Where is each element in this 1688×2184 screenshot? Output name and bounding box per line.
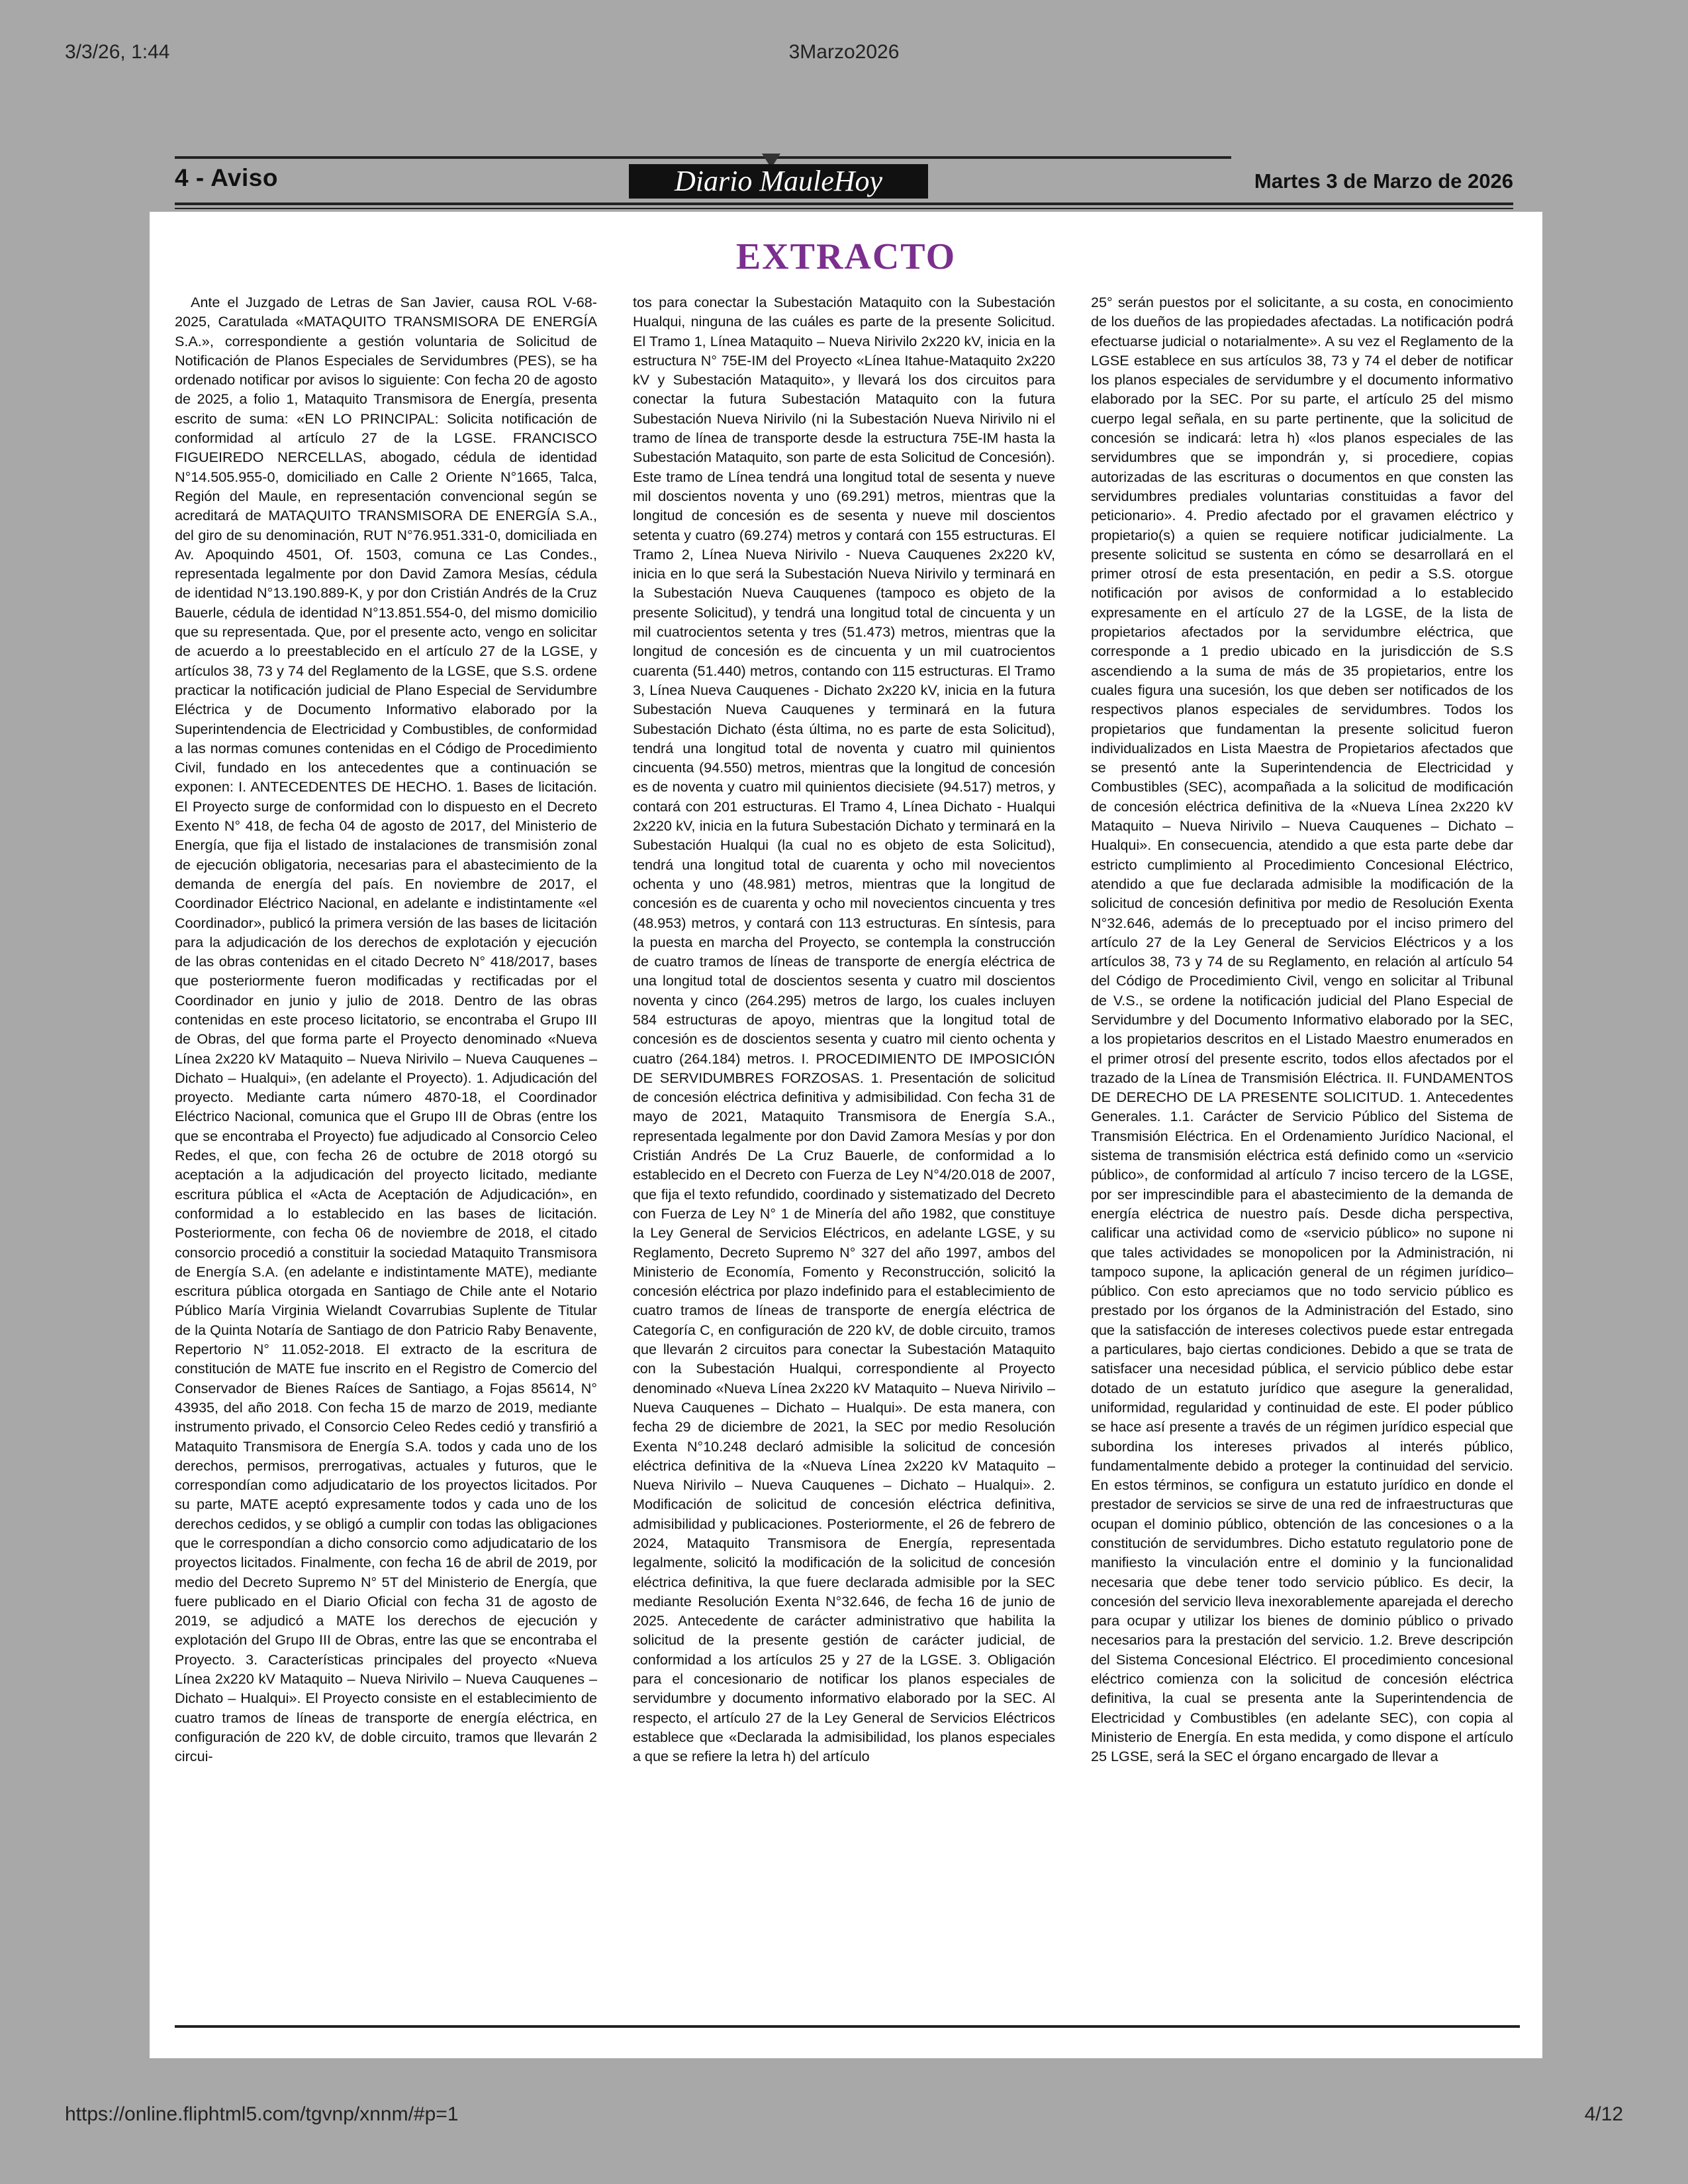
- issue-date: Martes 3 de Marzo de 2026: [1254, 169, 1513, 193]
- masthead-top-rule: [175, 156, 1231, 159]
- article-column-text: 25° serán puestos por el solicitante, a su costa, en conocimiento de los dueños de las propiedades afectadas. La notificación podrá efectuarse judicial o notarialmente». A su vez el Reglamento de la LGSE establece en sus artículos 38, 73 y 74 el deber de notificar los planos especiales de servidumbre y el documento informativo elaborado por la SEC. Por su parte, el artículo 25 del mismo cuerpo legal señala, en su parte pertinente, que la solicitud de concesión se indicará: letra h) «los planos especiales de las servidumbres que se impondrán y, si procediere, copias autorizadas de las escrituras o documentos en que consten las servidumbres prediales voluntarias constituidas a favor del peticionario». 4. Predio afectado por el gravamen eléctrico y propietario(s) a quien se requiere notificar judicialmente. La presente solicitud se sustenta en cómo se desarrollará en el primer otrosí de esta presentación, en pedir a S.S. otorgue notificación por avisos de conformidad a lo establecido expresamente en el artículo 27 de la LGSE, de la lista de propietarios afectados por la servidumbre eléctrica, que corresponde a 1 predio ubicado en la jurisdicción de S.S ascendiendo a la suma de más de 35 propietarios, entre los cuales figura una sucesión, los que deben ser notificados de los respectivos planos especiales de servidumbres. Todos los propietarios que fundamentan la presente solicitud fueron individualizados en Lista Maestra de Propietarios afectados que se presentó ante la Superintendencia de Electricidad y Combustibles (SEC), acompañada a la solicitud de modificación de concesión eléctrica definitiva de la «Nueva Línea 2x220 kV Mataquito – Nueva Nirivilo – Nueva Cauquenes – Dichato – Hualqui». En consecuencia, atendido a que esta parte debe dar estricto cumplimiento al Procedimiento Concesional Eléctrico, atendido a que fue declarada admisible la modificación de la solicitud de concesión definitiva por medio de Resolución Exenta N°32.646, además de lo preceptuado por el inciso primero del artículo 27 de la Ley General de Servicios Eléctricos y a los artículos 38, 73 y 74 de su Reglamento, en relación al artículo 54 del Código de Procedimiento Civil, vengo en solicitar al Tribunal de V.S., se ordene la notificación judicial del Plano Especial de Servidumbre y del Documento Informativo elaborado por la SEC, a los propietarios descritos en el Listado Maestro enumerados en el primer otrosí del presente escrito, todos ellos afectados por el trazado de la Línea de Transmisión Eléctrica. II. FUNDAMENTOS DE DERECHO DE LA PRESENTE SOLICITUD. 1. Antecedentes Generales. 1.1. Carácter de Servicio Público del Sistema de Transmisión Eléctrica. En el Ordenamiento Jurídico Nacional, el sistema de transmisión eléctrica está definido como un «servicio público», de conformidad al artículo 7 inciso tercero de la LGSE, por ser imprescindible para el abastecimiento de la demanda de energía eléctrica de nuestro país. Desde dicha perspectiva, calificar una actividad como de «servicio público» no supone ni que tales actividades se monopolicen por la Administración, ni tampoco supone, la aplicación general de un régimen jurídico–público. Con esto apreciamos que no todo servicio público es prestado por los órganos de la Administración del Estado, sino que la satisfacción de intereses colectivos puede estar entregada a particulares, bajo ciertas condiciones. Debido a que se trata de satisfacer una necesidad pública, el servicio público debe estar dotado de un estatuto jurídico que asegure la generalidad, uniformidad, regularidad y continuidad de este. El poder público se hace así presente a través de un régimen jurídico especial que subordina los intereses privados al interés público, fundamentalmente debido a proteger la continuidad del servicio. En estos términos, se configura un estatuto jurídico en donde el prestador de servicios se sirve de una red de infraestructuras que ocupan el dominio público, obtención de las concesiones o a la constitución de servidumbres. Dicho estatuto regulatorio pone de manifiesto la vinculación entre el dominio y la funcionalidad necesaria que debe tener todo servicio público. Es decir, la concesión del servicio lleva inexorablemente aparejada el derecho para ocupar y utilizar los bienes de dominio público o privado necesarios para la prestación del servicio. 1.2. Breve descripción del Sistema Concesional Eléctrico. El procedimiento concesional eléctrico comienza con la solicitud de concesión eléctrica definitiva, la cual se presenta ante la Superintendencia de Electricidad y Combustibles (en adelante SEC), con copia al Ministerio de Energía. En esta medida, y como dispone el artículo 25 LGSE, será la SEC el órgano encargado de llevar a: [1091, 294, 1513, 1765]
- article-column-3: [1091, 293, 1513, 2029]
- print-page-counter: 4/12: [1584, 2103, 1623, 2125]
- print-url: https://online.fliphtml5.com/tgvnp/xnnm/#p=1: [65, 2103, 459, 2125]
- print-header: [0, 41, 1688, 68]
- article-column-text: Ante el Juzgado de Letras de San Javier, causa ROL V-68-2025, Caratulada «MATAQUITO TRANSMISORA DE ENERGÍA S.A.», correspondiente a gestión voluntaria de Solicitud de Notificación de Planos Especiales de Servidumbres (PES), se ha ordenado notificar por avisos lo siguiente: Con fecha 20 de agosto de 2025, a folio 1, Mataquito Transmisora de Energía, presenta escrito de suma: «EN LO PRINCIPAL: Solicita notificación de conformidad al artículo 27 de la LGSE. FRANCISCO FIGUEIREDO NERCELLAS, abogado, cédula de identidad N°14.505.955-0, domiciliado en Calle 2 Oriente N°1665, Talca, Región del Maule, en representación convencional según se acreditará de MATAQUITO TRANSMISORA DE ENERGÍA S.A., del giro de su denominación, RUT N°76.951.331-0, domiciliada en Av. Apoquindo 4501, Of. 1503, comuna ce Las Condes., representada legalmente por don David Zamora Mesías, cédula de identidad N°13.190.889-K, y por don Cristián Andrés de la Cruz Bauerle, cédula de identidad N°13.851.554-0, del mismo domicilio que su representada. Que, por el presente acto, vengo en solicitar de acuerdo a lo preestablecido en el artículo 27 de la LGSE, y artículos 38, 73 y 74 del Reglamento de la LGSE, que S.S. ordene practicar la notificación judicial de Plano Especial de Servidumbre Eléctrica y de Documento Informativo elaborado por la Superintendencia de Electricidad y Combustibles, de conformidad a las normas comunes contenidas en el Código de Procedimiento Civil, fundado en los antecedentes que a continuación se exponen: I. ANTECEDENTES DE HECHO. 1. Bases de licitación. El Proyecto surge de conformidad con lo dispuesto en el Decreto Exento N° 418, de fecha 04 de agosto de 2017, del Ministerio de Energía, que fija el listado de instalaciones de transmisión zonal de ejecución obligatoria, necesarias para el abastecimiento de la demanda de energía del país. En noviembre de 2017, el Coordinador Eléctrico Nacional, en adelante e indistintamente «el Coordinador», publicó la primera versión de las bases de licitación para la adjudicación de los derechos de explotación y ejecución de las obras contenidas en el citado Decreto N° 418/2017, bases que posteriormente fueron modificadas y rectificadas por el Coordinador en junio y julio de 2018. Dentro de las obras contenidas en este proceso licitatorio, se encontraba el Grupo III de Obras, del que forma parte el Proyecto denominado «Nueva Línea 2x220 kV Mataquito – Nueva Nirivilo – Nueva Cauquenes – Dichato – Hualqui», (en adelante el Proyecto). 1. Adjudicación del proyecto. Mediante carta número 4870-18, el Coordinador Eléctrico Nacional, comunica que el Grupo III de Obras (entre los que se encontraba el Proyecto) fue adjudicado al Consorcio Celeo Redes, el que, con fecha 26 de octubre de 2018 otorgó su aceptación a la adjudicación del proyecto licitado, mediante escritura pública el «Acta de Aceptación de Adjudicación», en conformidad a lo establecido en las bases de licitación. Posteriormente, con fecha 06 de noviembre de 2018, el citado consorcio procedió a constituir la sociedad Mataquito Transmisora de Energía S.A. (en adelante e indistintamente MATE), mediante escritura pública otorgada en Santiago de Chile ante el Notario Público María Virginia Wielandt Covarrubias Suplente de Titular de la Quinta Notaría de Santiago de don Patricio Raby Benavente, Repertorio N° 11.052-2018. El extracto de la escritura de constitución de MATE fue inscrito en el Registro de Comercio del Conservador de Bienes Raíces de Santiago, a Fojas 85614, N° 43935, del año 2018. Con fecha 15 de marzo de 2019, mediante instrumento privado, el Consorcio Celeo Redes cedió y transfirió a Mataquito Transmisora de Energía S.A. todos y cada uno de los derechos, permisos, prerrogativas, actuales y futuros, que le correspondían como adjudicatario de los proyectos licitados. Por su parte, MATE aceptó expresamente todos y cada uno de los derechos cedidos, y se obligó a cumplir con todas las obligaciones que le correspondían a dicho consorcio como adjudicatario de los proyectos licitados. Finalmente, con fecha 16 de abril de 2019, por medio del Decreto Supremo N° 5T del Ministerio de Energía, que fuere publicado en el Diario Oficial con fecha 31 de agosto de 2019, se adjudicó a MATE los derechos de ejecución y explotación del Grupo III de Obras, entre las que se encontraba el Proyecto. 3. Características principales del proyecto «Nueva Línea 2x220 kV Mataquito – Nueva Nirivilo – Nueva Cauquenes – Dichato – Hualqui». El Proyecto consiste en el establecimiento de cuatro tramos de líneas de transporte de energía eléctrica, en configuración de 220 kV, de doble circuito, tramos que llevarán 2 circui-: [175, 294, 597, 1765]
- print-footer: [0, 2103, 1688, 2130]
- print-page-title: 3Marzo2026: [788, 41, 900, 63]
- section-label: 4 - Aviso: [175, 164, 278, 191]
- article-column-text: tos para conectar la Subestación Mataquito con la Subestación Hualqui, ninguna de las cuáles es parte de la presente Solicitud. El Tramo 1, Línea Mataquito – Nueva Nirivilo 2x220 kV, inicia en la estructura N° 75E-IM del Proyecto «Línea Itahue-Mataquito 2x220 kV y Subestación Mataquito», y llevará los dos circuitos para conectar la futura Subestación Mataquito con la futura Subestación Nueva Nirivilo (ni la Subestación Nueva Nirivilo ni el tramo de línea de transporte desde la estructura 75E-IM hasta la Subestación Mataquito, son parte de esta Solicitud de Concesión). Este tramo de Línea tendrá una longitud total de sesenta y nueve mil doscientos noventa y uno (69.291) metros, mientras que la longitud de concesión es de sesenta y nueve mil doscientos setenta y cuatro (69.274) metros y contará con 155 estructuras. El Tramo 2, Línea Nueva Nirivilo - Nueva Cauquenes 2x220 kV, inicia en lo que será la Subestación Nueva Nirivilo y terminará en la Subestación Nueva Cauquenes (tampoco es objeto de la presente Solicitud), y tendrá una longitud total de cincuenta y un mil cuatrocientos setenta y tres (51.473) metros, mientras que la longitud de concesión es de cincuenta y un mil cuatrocientos cuarenta (51.440) metros, contando con 115 estructuras. El Tramo 3, Línea Nueva Cauquenes - Dichato 2x220 kV, inicia en la futura Subestación Nueva Cauquenes y terminará en la futura Subestación Dichato (ésta última, no es parte de esta Solicitud), tendrá una longitud total de noventa y cuatro mil quinientos cincuenta (94.550) metros, mientras que la longitud de concesión es de noventa y cuatro mil quinientos diecisiete (94.517) metros, y contará con 201 estructuras. El Tramo 4, Línea Dichato - Hualqui 2x220 kV, inicia en la futura Subestación Dichato y terminará en la Subestación Hualqui (la cual no es objeto de esta Solicitud), tendrá una longitud total de cuarenta y ocho mil novecientos ochenta y uno (48.981) metros, mientras que la longitud de concesión es de cuarenta y ocho mil novecientos cincuenta y tres (48.953) metros, y contará con 113 estructuras. En síntesis, para la puesta en marcha del Proyecto, se contempla la construcción de cuatro tramos de líneas de transporte de energía eléctrica de una longitud total de doscientos sesenta y cuatro mil doscientos noventa y cinco (264.295) metros de largo, los cuales incluyen 584 estructuras de apoyo, mientras que la longitud total de concesión es de doscientos sesenta y cuatro mil ciento ochenta y cuatro (264.184) metros. I. PROCEDIMIENTO DE IMPOSICIÓN DE SERVIDUMBRES FORZOSAS. 1. Presentación de solicitud de concesión eléctrica definitiva y admisibilidad. Con fecha 31 de mayo de 2021, Mataquito Transmisora de Energía S.A., representada legalmente por don David Zamora Mesías y por don Cristián Andrés De La Cruz Bauerle, de conformidad a lo establecido en el Decreto con Fuerza de Ley N°4/20.018 de 2007, que fija el texto refundido, coordinado y sistematizado del Decreto con Fuerza de Ley N° 1 de Minería del año 1982, que constituye la Ley General de Servicios Eléctricos, en adelante LGSE, y su Reglamento, Decreto Supremo N° 327 del año 1997, ambos del Ministerio de Economía, Fomento y Reconstrucción, solicitó la concesión eléctrica por plazo indefinido para el establecimiento de cuatro tramos de líneas de transporte de energía eléctrica de Categoría C, en configuración de 220 kV, de doble circuito, tramos que llevarán 2 circuitos para conectar la Subestación Mataquito con la Subestación Hualqui, correspondiente al Proyecto denominado «Nueva Línea 2x220 kV Mataquito – Nueva Nirivilo – Nueva Cauquenes – Dichato – Hualqui». De esta manera, con fecha 29 de diciembre de 2021, la SEC por medio Resolución Exenta N°10.248 declaró admisible la solicitud de concesión eléctrica definitiva de la «Nueva Línea 2x220 kV Mataquito – Nueva Nirivilo – Nueva Cauquenes – Dichato – Hualqui». 2. Modificación de solicitud de concesión eléctrica definitiva, admisibilidad y publicaciones. Posteriormente, el 26 de febrero de 2024, Mataquito Transmisora de Energía, representada legalmente, solicitó la modificación de la solicitud de concesión eléctrica definitiva, la que fuere declarada admisible por la SEC mediante Resolución Exenta N°32.646, de fecha 16 de junio de 2025. Antecedente de carácter administrativo que habilita la solicitud de la presente gestión de carácter judicial, de conformidad a los artículos 25 y 27 de la LGSE. 3. Obligación para el concesionario de notificar los planos especiales de servidumbre y documento informativo elaborado por la SEC. Al respecto, el artículo 27 de la Ley General de Servicios Eléctricos establece que «Declarada la admisibilidad, los planos especiales a que se refiere la letra h) del artículo: [633, 294, 1055, 1765]
- newspaper-logo: Diario MauleHoy: [629, 164, 928, 199]
- article-body: [175, 293, 1513, 2029]
- article-column-1: [175, 293, 597, 2029]
- article-title: EXTRACTO: [735, 236, 957, 277]
- article-column-2: [633, 293, 1055, 2029]
- masthead-rule-thin: [175, 208, 1513, 209]
- print-timestamp: 3/3/26, 1:44: [65, 41, 170, 63]
- masthead-rule: [175, 203, 1513, 205]
- notice-sheet: [150, 212, 1542, 2058]
- article-bottom-rule: [175, 2025, 1520, 2028]
